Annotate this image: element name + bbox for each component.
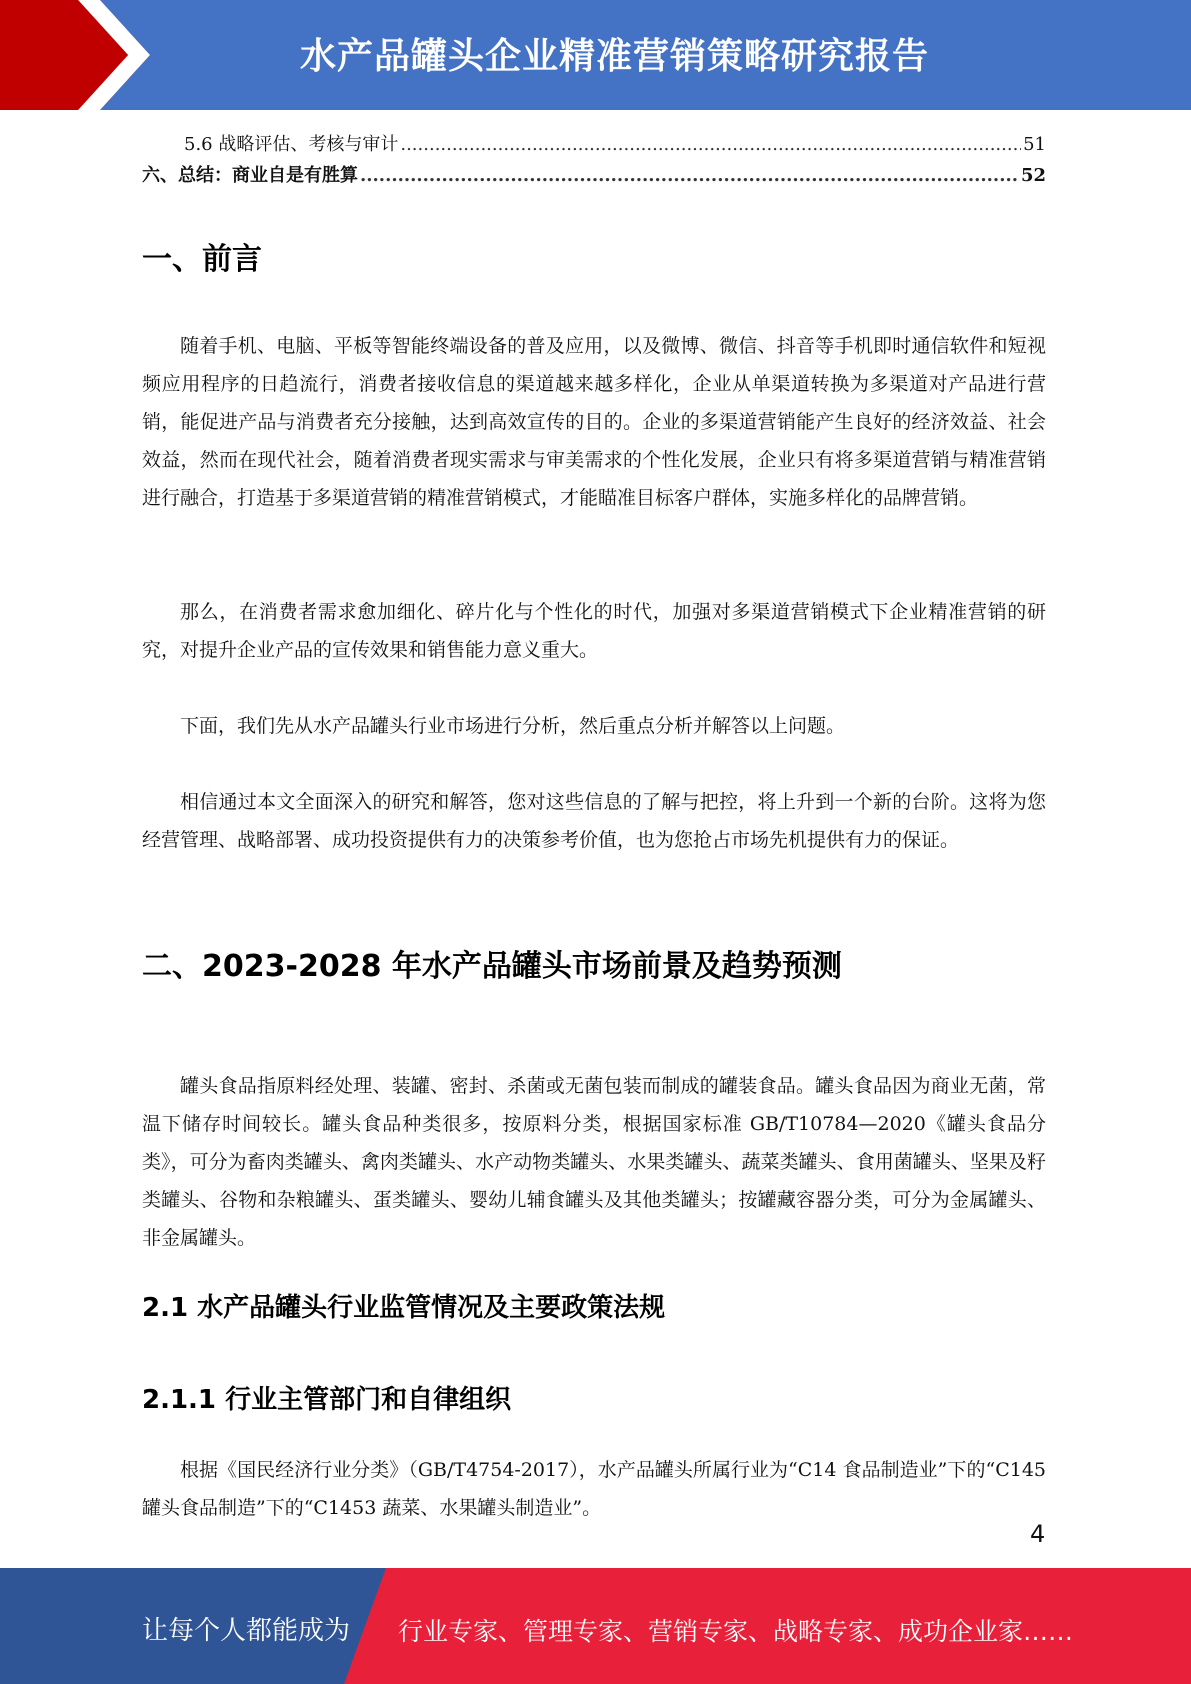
page-header [0, 0, 1191, 110]
toc-entry[interactable] [142, 130, 1046, 156]
toc-entry-label: 5.6 战略评估、考核与审计 [184, 134, 399, 155]
subsection-heading: 2.1 水产品罐头行业监管情况及主要政策法规 [142, 1293, 666, 1323]
body-paragraph: 随着手机、电脑、平板等智能终端设备的普及应用，以及微博、微信、抖音等手机即时通信软件和短视频应用程序的日趋流行，消费者接收信息的渠道越来越多样化，企业从单渠道转换为多渠道对产品进行营销，能促进产品与消费者充分接触，达到高效宣传的目的。企业的多渠道营销能产生良好的经济效益、社会效益，然而在现代社会，随着消费者现实需求与审美需求的个性化发展，企业只有将多渠道营销与精准营销进行融合，打造基于多渠道营销的精准营销模式，才能瞄准目标客户群体，实施多样化的品牌营销。 [142, 335, 1046, 509]
report-title: 水产品罐头企业精准营销策略研究报告 [300, 36, 930, 77]
toc-leader [400, 134, 1021, 155]
body-paragraph: 罐头食品指原料经处理、装罐、密封、杀菌或无菌包装而制成的罐装食品。罐头食品因为商业无菌，常温下储存时间较长。罐头食品种类很多，按原料分类，根据国家标准 GB/T10784—2020《罐头食品分类》，可分为畜肉类罐头、禽肉类罐头、水产动物类罐头、水果类罐头、蔬菜类罐头、食用菌罐头、坚果及籽类罐头、谷物和杂粮罐头、蛋类罐头、婴幼儿辅食罐头及其他类罐头；按罐藏容器分类，可分为金属罐头、非金属罐头。 [142, 1075, 1046, 1249]
toc-entry[interactable] [142, 161, 1046, 187]
toc-entry-page: 51 [1023, 134, 1046, 155]
page-footer [0, 1568, 1191, 1684]
subsection-heading: 2.1.1 行业主管部门和自律组织 [142, 1385, 512, 1415]
body-paragraph: 根据《国民经济行业分类》（GB/T4754-2017），水产品罐头所属行业为“C14 食品制造业”下的“C145 罐头食品制造”下的“C1453 蔬菜、水果罐头制造业”。 [142, 1459, 1046, 1519]
footer-slogan-right: 行业专家、管理专家、营销专家、战略专家、成功企业家…… [398, 1617, 1074, 1646]
section-heading-intro: 一、前言 [142, 242, 262, 277]
body-paragraph: 下面，我们先从水产品罐头行业市场进行分析，然后重点分析并解答以上问题。 [180, 715, 846, 737]
toc-entry-page: 52 [1020, 165, 1046, 186]
page-number: 4 [1030, 1520, 1046, 1548]
footer-slogan-left: 让每个人都能成为 [142, 1616, 351, 1646]
toc-entry-label: 六、总结：商业自是有胜算 [142, 165, 358, 186]
body-paragraph: 相信通过本文全面深入的研究和解答，您对这些信息的了解与把控，将上升到一个新的台阶。这将为您经营管理、战略部署、成功投资提供有力的决策参考价值，也为您抢占市场先机提供有力的保证。 [142, 791, 1046, 851]
toc-leader [360, 165, 1019, 186]
section-heading-forecast: 二、2023-2028 年水产品罐头市场前景及趋势预测 [142, 949, 842, 984]
body-paragraph: 那么，在消费者需求愈加细化、碎片化与个性化的时代，加强对多渠道营销模式下企业精准营销的研究，对提升企业产品的宣传效果和销售能力意义重大。 [142, 601, 1046, 661]
